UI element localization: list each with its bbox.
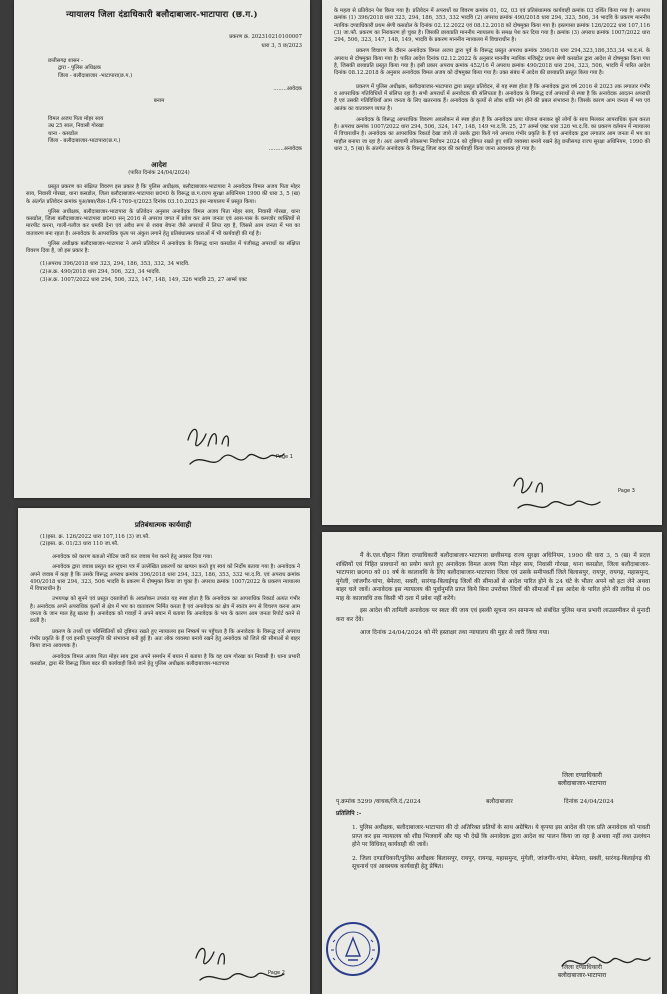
signatory-line: बलौदाबाजार-भाटापारा — [557, 972, 607, 980]
paragraph: अनावेदक विमल अजय पिता मोहर साय द्वारा अपने समर्थन में बयान में बताया है कि वह ग्राम गोरखा का निवासी है। थाना प्रभारी कसडोल, द्वारा मेरे विरूद्ध जिला बदर की कार्यवाही किये जाने हेतु पुलिस अधीक्षक बलौदाबाजार-भाटापारा — [30, 653, 300, 667]
respondent-line: उम्र 25 साल, निवासी गोरखा — [48, 123, 104, 130]
copy-list — [352, 824, 650, 872]
signatory-line: बलौदाबाजार-भाटापारा — [557, 780, 607, 788]
respondent-block — [48, 116, 248, 145]
applicant-line: छत्तीसगढ़ शासन - — [48, 58, 83, 64]
dispatch-number: पृ.क्रमांक 5299 /वाचक/जि.दं./2024 — [336, 799, 421, 805]
signatory-line: जिला दण्डाधिकारी — [562, 964, 602, 971]
signatory-block — [522, 772, 642, 789]
paragraph: पुलिस अधीक्षक, बलौदाबाजार-भाटापारा के प्रतिवेदन अनुसार अनावेदक विमल अजय पिता मोहर साय, निवासी गोरखा, थाना कसडोल, जिला बलौदाबाजार-भाटापारा छ0ग0 सन् 2016 से अपराध जगत में प्रवेश कर आम जनता एवं आस-पास के कमजोर व्यक्तियों से मारपीट करना, गाली-गलौज कर धमकी देना एवं अवैध रूप से शराब बेचना जैसे अपराधों में लिप्त रहा है, जिससे आम जनता में भय का वातावरण बना रहता है। अनावेदक के आपराधिक कृत्य पर अंकुश लगाने हेतु प्रतिबंधात्मक धाराओं में भी कार्यवाही की गई है। — [26, 208, 300, 237]
document-page-4 — [322, 532, 662, 994]
copy-item: 1. पुलिस अधीक्षक, बलौदाबाजार-भाटापारा की दो अतिरिक्त प्रतियों के साथ अग्रेषित। ये कृपया इस आदेश की एक प्रति अनावेदक को पावती प्राप्त कर इस न्यायालय को शीघ्र भिजवायें और यह भी देखें कि अनावेदक द्वारा आदेश का पालन किया जा रहा है अथवा नहीं तथा उल्लंघन होने पर विधिवत् कार्यवाही की जावें। — [352, 825, 650, 849]
dispatch-place: बलौदाबाजार — [486, 799, 513, 805]
document-page-1 — [14, 0, 310, 498]
order-title: आदेश — [151, 160, 167, 169]
crime-item: (3)अ.क्र. 1007/2022 धारा 294, 506, 323, 147, 148, 149, 326 भादवि 25, 27 आर्म्स एक्ट — [40, 277, 247, 284]
crime-item: (2)अ.क्र. 490/2018 धारा 294, 506, 323, 34 भादवि. — [40, 268, 161, 275]
case-number: प्रकरण क्र. 202310210100007 — [229, 34, 302, 40]
applicant-label: ........आवेदक — [273, 86, 302, 92]
copy-item: 2. जिला दण्डाधिकारी/पुलिस अधीक्षक बिलासपुर, रायपुर, रायगढ़, महासमुन्द, मुंगेली, जांजगीर-चांपा, बेमेतरा, सक्ती, सारंगढ़-बिलाईगढ़ की सूचनार्थ एवं आवश्यक कार्यवाही हेतु प्रेषित। — [352, 855, 650, 871]
respondent-line: विमल अजय पिता मोहर साय — [48, 116, 104, 122]
preventive-item: (1)इस्त. क्र. 126/2022 धारा 107,116 (3) जा.फौ. — [40, 534, 150, 540]
paragraph: पुलिस अधीक्षक बलौदाबाजार-भाटापारा ने अपने प्रतिवेदन में अनावेदक के विरूद्ध थाना कसडोल में पंजीबद्ध अपराधों का संक्षिप्त विवरण दिया है, जो इस प्रकार है: — [26, 241, 300, 255]
order-body — [30, 554, 300, 668]
respondent-label: .........अनावेदक — [268, 146, 302, 152]
signatory-block — [522, 964, 642, 981]
handwritten-signature — [182, 420, 292, 484]
order-body — [334, 8, 650, 153]
paragraph: प्रकरण विचारण के दौरान अनावेदक विमल अजय द्वारा पूर्व के विरूद्ध प्रस्तुत अपराध क्रमांक 396/18 धारा 294,323,186,353,34 भा.द.सं. के अपराध से दोषमुक्त किया गया है। पारित आदेश दिनांक 02.12.2022 के अनुसार माननीय न्यायिक मजिस्ट्रेट प्रथम श्रेणी कसडोल द्वारा आदेश से दोषमुक्त किया गया है, जिसकी छायाप्रति प्रस्तुत किया गया है। इसी प्रकार अपराध क्रमांक 452/16 में अपराध क्रमांक 490/2018 धारा 294, 323, 506, भादवि में पारित आदेश दिनांक 08.12.2018 के अनुसार अनावेदक विमल अजय को दोषमुक्त किया गया है। उक्त संबंध में आदेश की छायाप्रति प्रस्तुत किया गया है। — [334, 48, 650, 77]
paragraph: इस आदेश की तामिली अनावेदक पर स्वतः की जाय एवं इसकी सूचना जन सामान्य को संबंधित पुलिस थाना प्रभारी लाउडस्पीकर से मुनादी करा कर देंवे। — [336, 608, 650, 623]
paragraph: के महत्व से प्रतिवेदन पेश किया गया है। प्रतिवेदन में अपराधों का विवरण क्रमांक 01, 02, 03 एवं प्रतिबंधात्मक कार्यवाही क्रमांक 03 दर्शित किया गया है। अपराध क्रमांक (1) 396/2018 धारा 323, 294, 186, 353, 332 भादवि (2) अपराध क्रमांक 490/2018 धारा 294, 323, 506, 34 भादवि के प्रकरण माननीय न्यायिक दण्डाधिकारी प्रथम श्रेणी कसडोल के दिनांक 02.12.2022 एवं 08.12.2018 को दोषमुक्त किया गया है। इस्तगासा क्रमांक 126/2022 धारा 107,116 (3) जा.फौ. प्रकरण का निराकरण हो चुका है। जिसकी छायाप्रति माननीय न्यायालय के समक्ष पेश कर दिया गया है। क्रमांक (3) अपराध क्रमांक 1007/2022 धारा 294, 506, 323, 147, 148, 149, भादवि के प्रकरण माननीय न्यायालय में विचाराधीन है। — [334, 8, 650, 44]
dispatch-date: दिनांक 24/04/2024 — [564, 799, 614, 805]
page-footer: Page 2 — [268, 970, 285, 976]
paragraph: प्रकरण के तथ्यों एवं परिस्थितियों को दृष्टिगत रखते हुए न्यायालय इस निष्कर्ष पर पहुँचता है कि अनावेदक के विरूद्ध दर्ज अपराध गंभीर प्रकृति के हैं एवं इनकी पुनरावृत्ति की संभावना बनी हुई है। अतः लोक व्यवस्था बनाये रखने हेतु अनावेदक को जिले की सीमाओं से बाहर किया जाना आवश्यक है। — [30, 628, 300, 650]
respondent-line: जिला - बलौदाबाजार-भाटापारा(छ.ग.) — [48, 137, 121, 144]
paragraph: प्रकरण में पुलिस अधीक्षक, बलौदाबाजार-भाटापारा द्वारा प्रस्तुत प्रतिवेदन, से यह स्पष्ट होता है कि अनावेदक द्वारा वर्ष 2016 से 2023 तक लगातार गंभीर व आपराधिक गतिविधियों में संलिप्त रहा है। सभी अपराधों में अनावेदक की संलिप्तता है। अनावेदक के विरूद्ध दर्ज अपराधों से स्पष्ट है कि अनावेदक आदतन अपराधी है एवं उसकी गतिविधियाँ आम जनता के लिए खतरनाक हैं। अनावेदक के कृत्यों से लोक शांति भंग होने की प्रबल संभावना है। जिसके कारण आम जनता में भय एवं आतंक का वातावरण व्याप्त है। — [334, 83, 650, 112]
section-title: प्रतिबंधात्मक कार्यवाही — [134, 520, 192, 529]
official-seal — [324, 920, 382, 982]
paragraph: अनावेदक को कारण बताओ नोटिस जारी कर जवाब पेश करने हेतु अवसर दिया गया। — [52, 554, 213, 560]
paragraph: मैं के.एल.चौहान जिला दण्डाधिकारी बलौदाबाजार-भाटापारा छत्तीसगढ़ राज्य सुरक्षा अधिनियम, 1990 की धारा 3, 5 (ख) में प्रदत्त शक्तियों एवं निहित प्रावधानों का प्रयोग करते हुए अनावेदक विमल अजय पिता मोहर साय, निवासी गोरखा, थाना कसडोल, जिला बलौदाबाजार-भाटापारा छ0ग0 को 01 वर्ष के कालावधि के लिए बलौदाबाजार-भाटापारा जिला एवं उसके समीपवर्ती जिले बिलासपुर, रायपुर, रायगढ़, महासमुन्द, मुंगेली, जांजगीर-चांपा, बेमेतरा, सक्ती, सारंगढ़-बिलाईगढ़ जिलों की सीमाओं से आदेश पारित होने के 24 घंटे के भीतर अपने को हटा लेने अथवा बाहर चले जावें। अनावेदक इस न्यायालय की पूर्वानुमति प्राप्त किये बिना उपरोक्त जिलों की सीमाओं में इस आदेश के पारित होने की तारीख से 06 माह के कालावधि तक किसी भी दशा में प्रवेश नहीं करेंगे। — [336, 553, 650, 602]
copy-to-label: प्रतिलिपि :- — [336, 810, 362, 817]
page-footer: Page 1 — [276, 454, 293, 460]
document-page-3 — [18, 508, 310, 994]
versus-label: बनाम — [153, 98, 165, 104]
order-date: (पारित दिनांक 24/04/2024) — [128, 170, 190, 176]
page-footer: Page 3 — [618, 488, 635, 494]
paragraph: अनावेदक के विरूद्ध आपराधिक विवरण अवलोकन से स्पष्ट होता है कि अनावेदक प्रायः योजना बनाकर बुरे लोगों के साथ मिलकर आपराधिक कृत्य करता है। अपराध क्रमांक 1007/2022 धारा 294, 506, 324, 147, 148, 149 भा.द.वि. 25, 27 आर्म्स एक्ट धारा 326 भा.द.वि. का प्रकरण वर्तमान में न्यायालय में विचाराधीन है। अनावेदक का आपराधिक रिकार्ड देखा जाये तो उसके द्वारा किये गये अपराध गंभीर प्रकृति के हैं एवं अनावेदक द्वारा लगातार आम जनता में भय का माहौल बनाया जा रहा है। अतः आगामी लोकसभा निर्वाचन 2024 को दृष्टिगत रखते हुए शांति व्यवस्था बनाये रखने हेतु छत्तीसगढ़ राज्य सुरक्षा अधिनियम, 1990 की धारा 3, 5 (ख) के अंतर्गत अनावेदक के विरूद्ध जिला बदर की कार्यवाही किया जाना आवश्यक हो गया है। — [334, 116, 650, 153]
applicant-line: द्वारा - पुलिस अधिक्षक — [58, 65, 101, 72]
paragraph: आज दिनांक 24/04/2024 को मेरे हस्ताक्षर तथा न्यायालय की मुहर से जारी किया गया। — [360, 629, 550, 636]
handwritten-signature — [190, 940, 300, 994]
crime-list — [26, 261, 300, 285]
paragraph: प्रस्तुत प्रकरण का संक्षिप्त विवरण इस प्रकार है कि पुलिस अधीक्षक, बलौदाबाजार-भाटापारा ने अनावेदक विमल अजय पिता मोहर साय, निवासी गोरखा, थाना कसडोल, जिला बलौदाबाजार-भाटापारा छ0ग0 के विरूद्ध छ.ग.राज्य सुरक्षा अधिनियम 1990 की धारा 3, 5 (ख) के अंतर्गत प्रतिवेदन क्रमांक पुअ/बबा/रीडर-1/नि-1769-ए/2023 दिनांक 03.10.2023 इस न्यायालय में प्रस्तुत किया। — [26, 184, 300, 205]
order-body — [336, 552, 650, 637]
order-body — [26, 184, 300, 286]
preventive-action-list — [40, 534, 290, 549]
applicant-block — [48, 58, 248, 80]
section-year: धारा 3, 5 छ/2023 — [261, 43, 302, 49]
respondent-line: थाना - कसडोल — [48, 130, 78, 137]
paragraph: अनावेदक द्वारा जवाब प्रस्तुत कर सूचना पत्र में उल्लेखित प्रकरणों का खण्डन करते हुए स्वयं को निर्दोष बताया गया है। अनावेदक ने अपने जवाब में कहा है कि उसके विरूद्ध अपराध क्रमांक 396/2018 धारा 294, 323, 186, 353, 332 भा.द.वि. एवं अपराध क्रमांक 490/2018 धारा 294, 323, 506 भादवि के प्रकरण में दोषमुक्त किया जा चुका है। अपराध क्रमांक 1007/2022 के प्रकरण न्यायालय में विचाराधीन है। — [30, 564, 300, 593]
dispatch-line — [336, 798, 650, 806]
signatory-line: जिला दण्डाधिकारी — [562, 772, 602, 779]
handwritten-signature — [508, 470, 618, 524]
crime-item: (1)अपराध 396/2018 धारा 323, 294, 186, 353, 332, 34 भादवि. — [40, 260, 190, 267]
court-header: न्यायालय जिला दंडाधिकारी बलौदाबाजार-भाटापारा (छ.ग.) — [66, 10, 258, 20]
paragraph: उभयपक्ष को सुनने एवं प्रस्तुत दस्तावेजों के अवलोकन उपरांत यह स्पष्ट होता है कि अनावेदक का आपराधिक रिकार्ड अत्यंत गंभीर है। अनावेदक अपने अपराधिक कृत्यों से क्षेत्र में भय का वातावरण निर्मित करता है एवं अनावेदक का क्षेत्र में स्वतंत्र रूप से विचरण करना आम जनता के जान माल हेतु खतरा है। अनावेदक को गवाहों ने अपने बयान में बताया कि अनावेदक के भय के कारण आम जनता रिपोर्ट करने से डरती है। — [30, 596, 300, 625]
preventive-item: (2)इस्त. क्र. 01/23 धारा 110 जा.फौ. — [40, 541, 119, 548]
document-page-2 — [322, 0, 662, 525]
applicant-line: जिला - बलौदाबाजार -भाटापारा(छ.ग.) — [58, 72, 133, 79]
